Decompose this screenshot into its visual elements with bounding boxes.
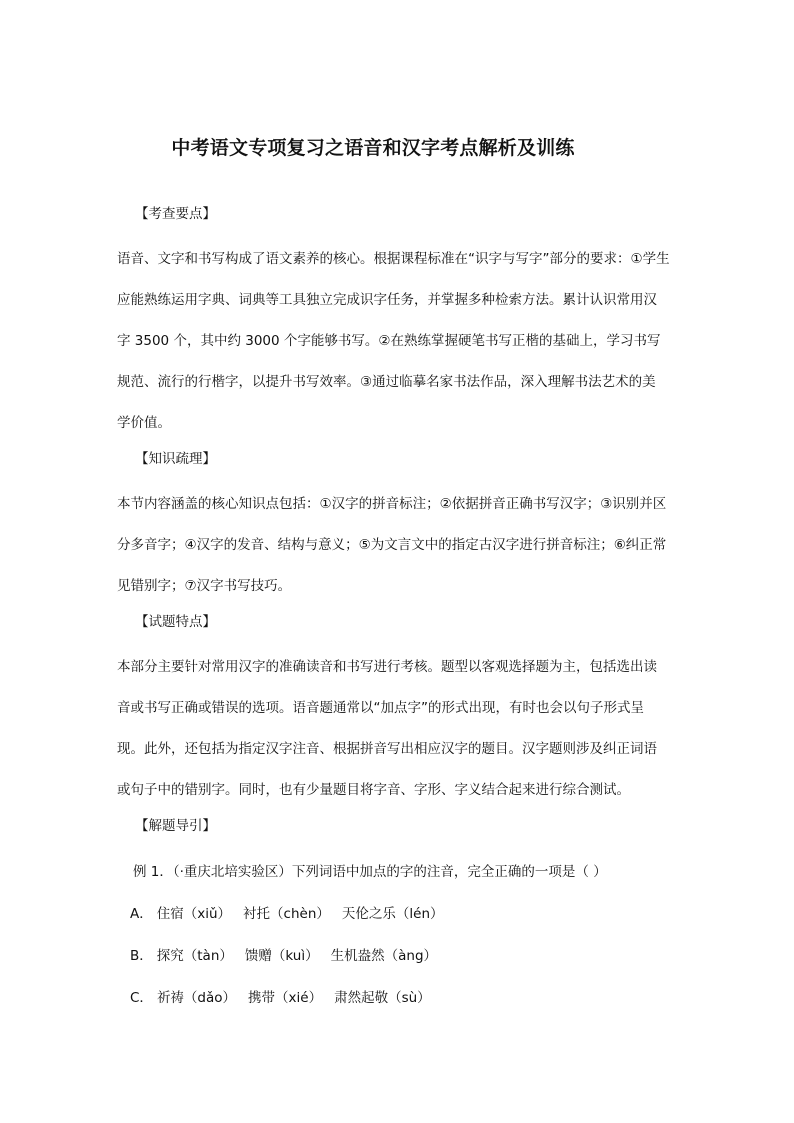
option-b xyxy=(130,935,678,977)
paragraph-features xyxy=(117,647,678,811)
example-question: 例 1．（·重庆北培实验区）下列词语中加点的字的注音，完全正确的一项是（ ） xyxy=(133,864,607,880)
option-item: 天伦之乐（lén） xyxy=(341,906,444,922)
option-c xyxy=(130,977,678,1019)
option-item: 祈祷（dǎo） xyxy=(156,990,237,1006)
document-body xyxy=(117,199,678,1019)
paragraph-line: 本节内容涵盖的核心知识点包括：①汉字的拼音标注；②依据拼音正确书写汉字；③识别并区 xyxy=(117,496,667,512)
paragraph-line: 学价值。 xyxy=(117,415,171,431)
paragraph-line: 分多音字；④汉字的发音、结构与意义；⑤为文言文中的指定古汉字进行拼音标注；⑥纠正常 xyxy=(117,537,667,553)
paragraph-line: 现。此外，还包括为指定汉字注音、根据拼音写出相应汉字的题目。汉字题则涉及纠正词语 xyxy=(117,741,657,757)
option-a xyxy=(130,893,678,935)
paragraph-line: 语音、文字和书写构成了语文素养的核心。根据课程标准在“识字与写字”部分的要求：①学生 xyxy=(117,251,670,267)
paragraph-line: 或句子中的错别字。同时，也有少量题目将字音、字形、字义结合起来进行综合测试。 xyxy=(117,782,630,798)
paragraph-knowledge xyxy=(117,484,678,607)
option-item: 探究（tàn） xyxy=(156,948,233,964)
option-item: 衬托（chèn） xyxy=(243,906,330,922)
paragraph-line: 字 3500 个，其中约 3000 个字能够书写。②在熟练掌握硬笔书写正楷的基础上，学习书写 xyxy=(117,333,661,349)
option-letter: B． xyxy=(130,948,153,964)
option-letter: C． xyxy=(130,990,153,1006)
paragraph-line: 见错别字；⑦汉字书写技巧。 xyxy=(117,578,292,594)
option-item: 肃然起敬（sù） xyxy=(334,990,431,1006)
option-item: 住宿（xiǔ） xyxy=(156,906,232,922)
option-letter: A． xyxy=(130,906,153,922)
paragraph-line: 本部分主要针对常用汉字的准确读音和书写进行考核。题型以客观选择题为主，包括选出读 xyxy=(117,659,657,675)
section-heading-features: 【试题特点】 xyxy=(135,614,216,630)
option-item: 携带（xié） xyxy=(248,990,323,1006)
section-heading-knowledge: 【知识疏理】 xyxy=(135,451,216,467)
paragraph-exam-points xyxy=(117,239,678,444)
paragraph-line: 规范、流行的行楷字，以提升书写效率。③通过临摹名家书法作品，深入理解书法艺术的美 xyxy=(117,374,656,390)
option-item: 生机盎然（àng） xyxy=(330,948,438,964)
section-heading-exam-points: 【考查要点】 xyxy=(135,206,216,222)
section-heading-guide: 【解题导引】 xyxy=(135,818,216,834)
paragraph-line: 音或书写正确或错误的选项。语音题通常以“加点字”的形式出现，有时也会以句子形式呈 xyxy=(117,700,644,716)
document-title: 中考语文专项复习之语音和汉字考点解析及训练 xyxy=(171,137,575,159)
paragraph-line: 应能熟练运用字典、词典等工具独立完成识字任务，并掌握多种检索方法。累计认识常用汉 xyxy=(117,292,657,308)
option-item: 馈赠（kuì） xyxy=(244,948,319,964)
